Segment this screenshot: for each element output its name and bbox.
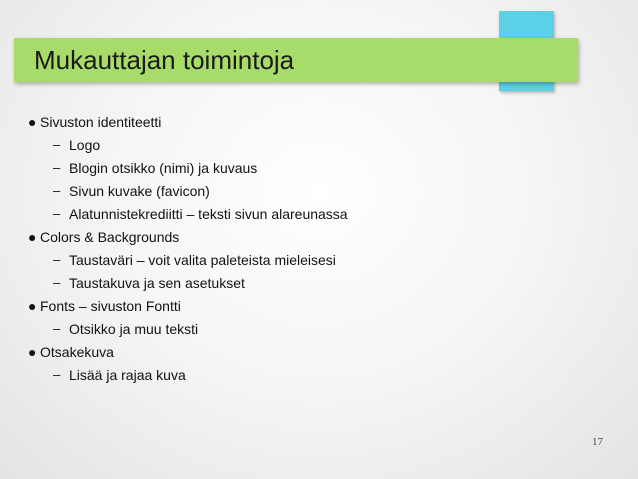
dash-marker: – xyxy=(53,252,61,267)
bullet-text: Otsakekuva xyxy=(40,344,114,360)
sub-bullet-item xyxy=(28,365,588,385)
bullet-text: Sivun kuvake (favicon) xyxy=(69,183,210,199)
dash-marker: – xyxy=(53,206,61,221)
sub-bullet-item xyxy=(28,319,588,339)
bullet-marker: ● xyxy=(28,344,37,360)
bullet-text: Taustaväri – voit valita paleteista mieleisesi xyxy=(69,252,336,268)
sub-bullet-item xyxy=(28,135,588,155)
bullet-text: Colors & Backgrounds xyxy=(40,229,180,245)
bullet-text: Fonts – sivuston Fontti xyxy=(40,298,181,314)
dash-marker: – xyxy=(53,275,61,290)
bullet-list xyxy=(28,112,588,388)
bullet-text: Blogin otsikko (nimi) ja kuvaus xyxy=(69,160,258,176)
dash-marker: – xyxy=(53,367,61,382)
bullet-text: Alatunnistekrediitti – teksti sivun alareunassa xyxy=(69,206,348,222)
bullet-item xyxy=(28,342,588,362)
sub-bullet-item xyxy=(28,181,588,201)
dash-marker: – xyxy=(53,321,61,336)
sub-bullet-item xyxy=(28,158,588,178)
bullet-text: Logo xyxy=(69,137,101,153)
bullet-text: Taustakuva ja sen asetukset xyxy=(69,275,245,291)
bullet-text: Lisää ja rajaa kuva xyxy=(69,367,186,383)
bullet-marker: ● xyxy=(28,114,37,130)
title-bar xyxy=(14,38,578,82)
sub-bullet-item xyxy=(28,273,588,293)
bullet-text: Otsikko ja muu teksti xyxy=(69,321,199,337)
bullet-marker: ● xyxy=(28,229,37,245)
page-number: 17 xyxy=(592,436,603,448)
bullet-item xyxy=(28,112,588,132)
bullet-marker: ● xyxy=(28,298,37,314)
sub-bullet-item xyxy=(28,250,588,270)
bullet-text: Sivuston identiteetti xyxy=(40,114,162,130)
bullet-item xyxy=(28,296,588,316)
dash-marker: – xyxy=(53,183,61,198)
dash-marker: – xyxy=(53,137,61,152)
slide-title: Mukauttajan toimintoja xyxy=(34,45,295,75)
bullet-item xyxy=(28,227,588,247)
dash-marker: – xyxy=(53,160,61,175)
sub-bullet-item xyxy=(28,204,588,224)
